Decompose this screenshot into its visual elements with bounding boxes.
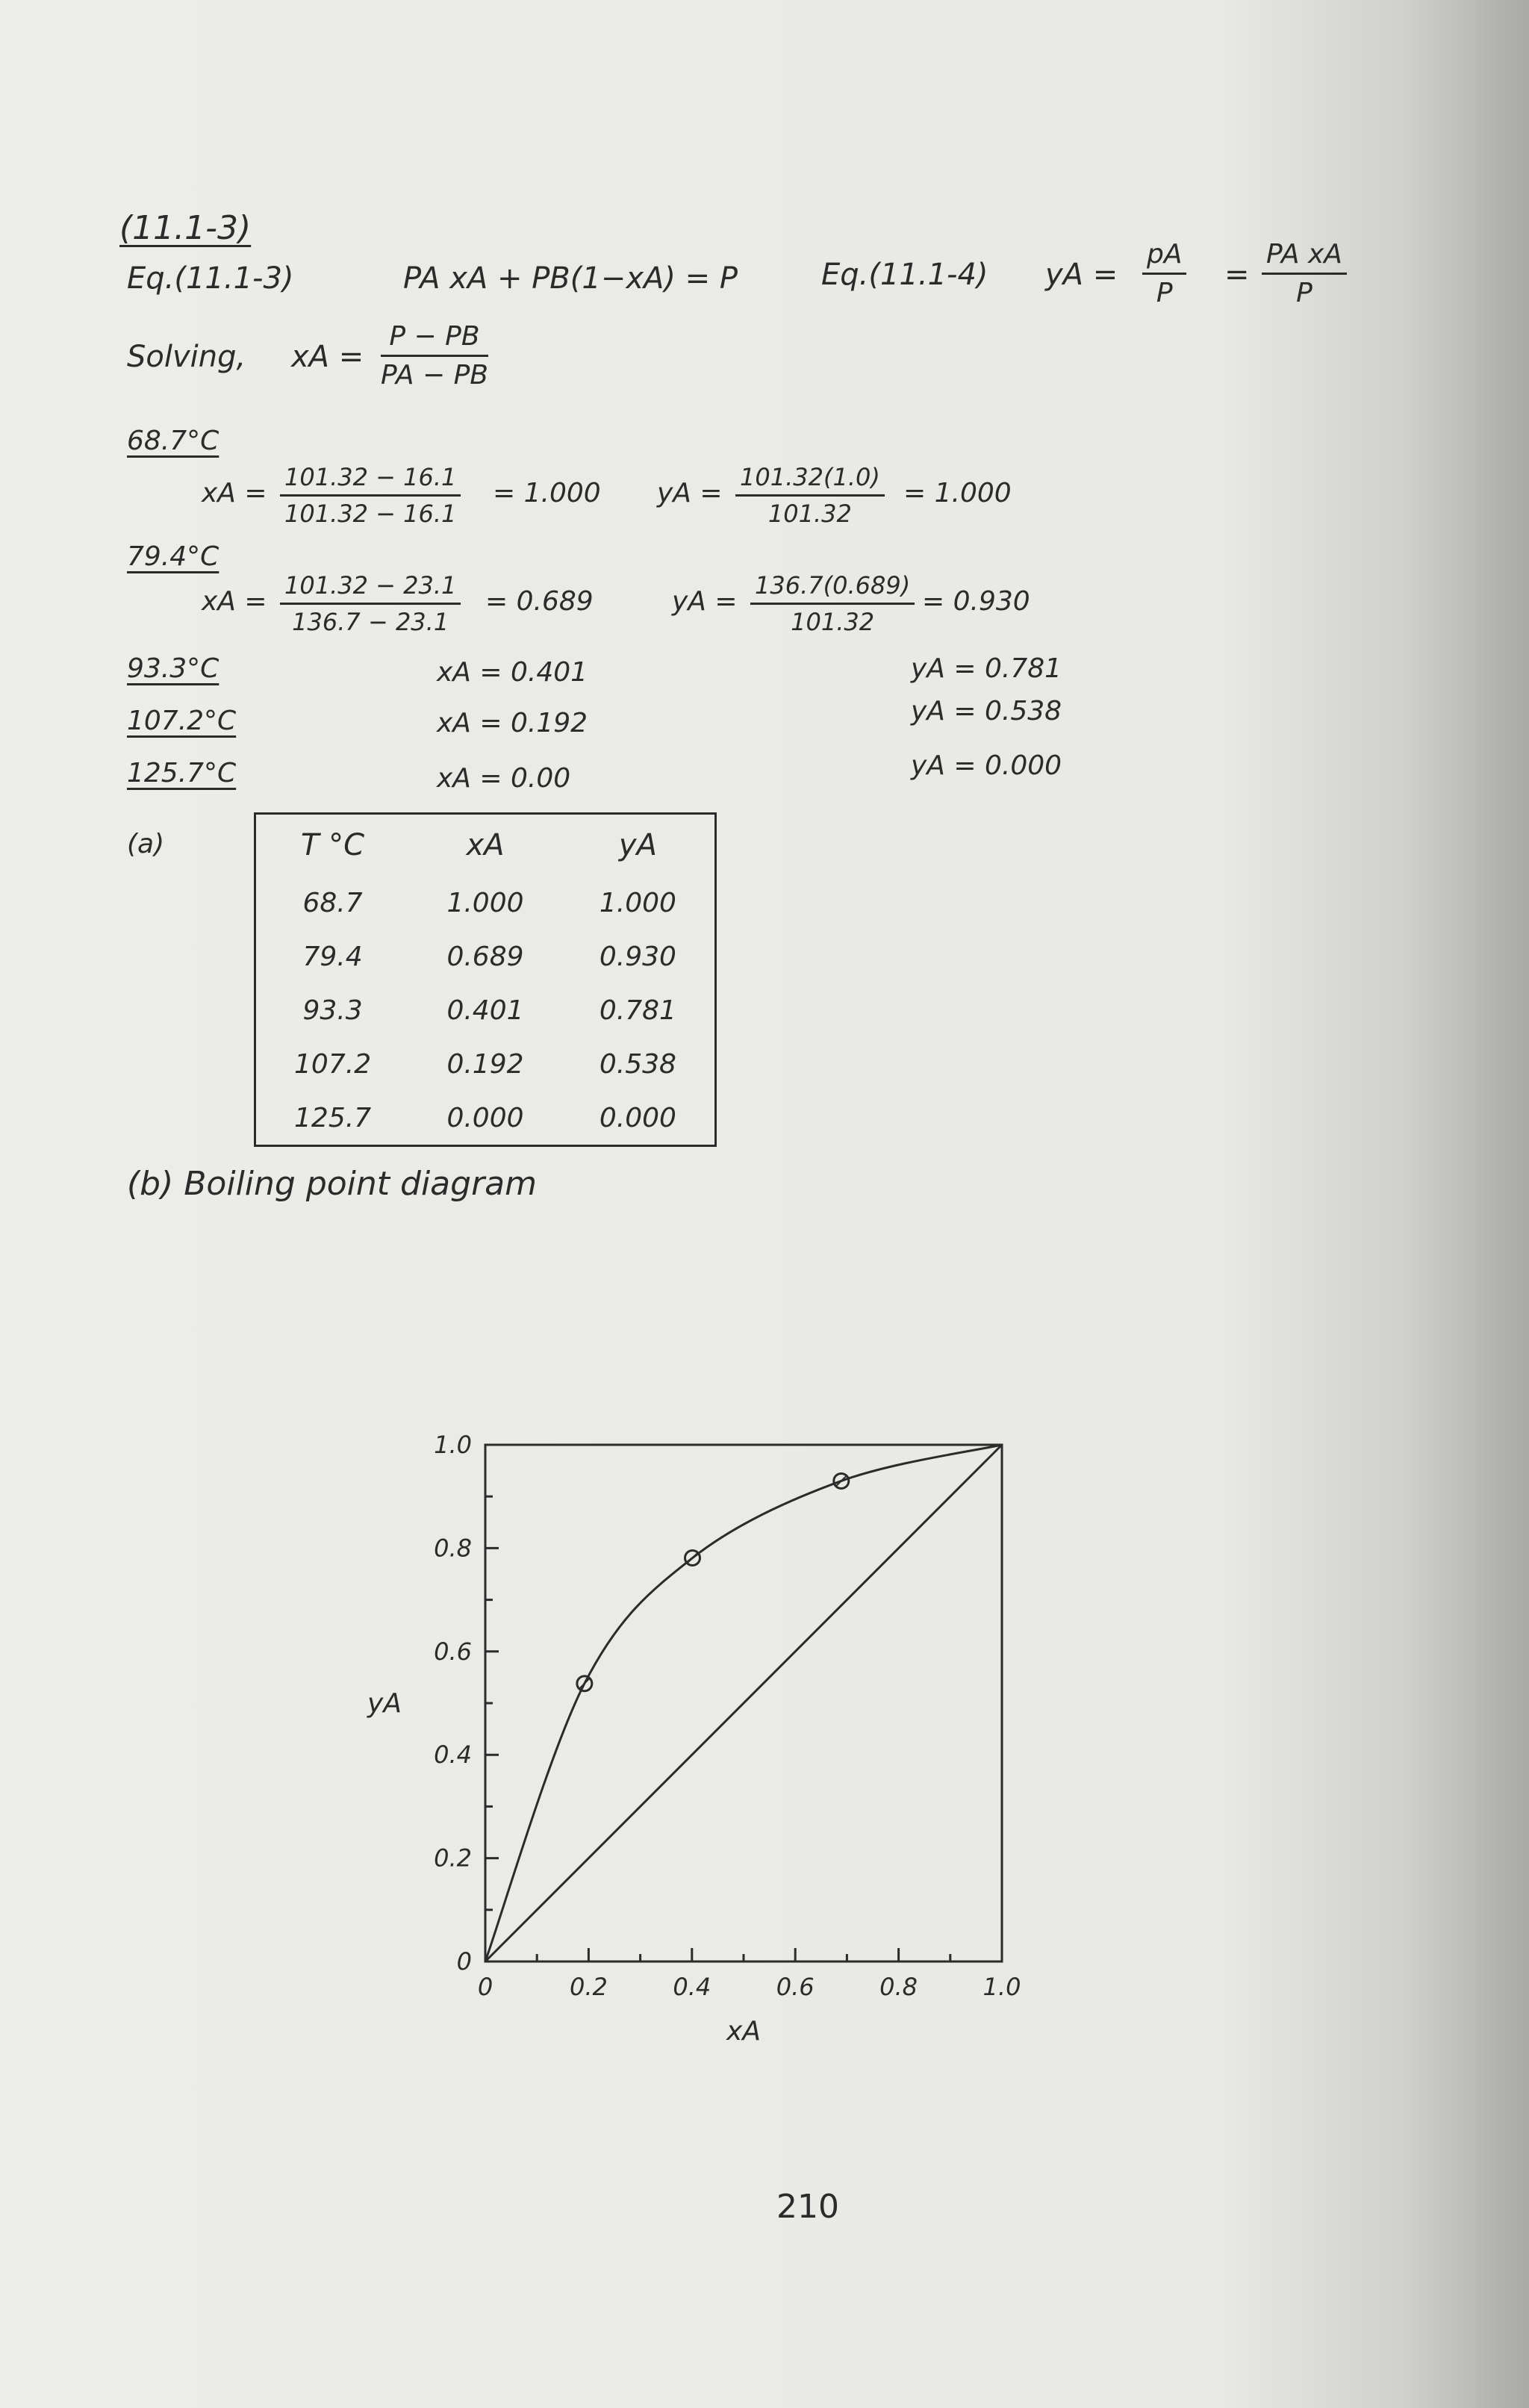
calc-1-y-lhs: yA = xyxy=(657,478,723,508)
x-tick-label: 0.6 xyxy=(776,1973,815,2001)
x-tick-label: 0.2 xyxy=(569,1973,608,2001)
row-3-y: yA = 0.781 xyxy=(911,653,1062,684)
calc-1-y-num: 101.32(1.0) xyxy=(735,463,885,497)
solving-fraction xyxy=(381,321,488,391)
solving-lhs: xA = xyxy=(291,340,364,374)
calc-2-x-lhs: xA = xyxy=(202,586,267,617)
table-cell: 0.538 xyxy=(599,1048,676,1080)
data-table xyxy=(254,812,717,1147)
table-cell: 125.7 xyxy=(294,1102,372,1133)
calc-2-y-num: 136.7(0.689) xyxy=(750,571,915,605)
data-point-marker-slash xyxy=(687,1553,697,1564)
table-cell: 0.192 xyxy=(446,1048,524,1080)
data-point-marker-slash xyxy=(579,1679,590,1689)
calc-2-x-fraction xyxy=(280,571,461,636)
calc-2-y-fraction xyxy=(750,571,915,636)
table-row xyxy=(255,930,716,983)
calc-2-x-den: 136.7 − 23.1 xyxy=(292,608,449,636)
table-header-row xyxy=(255,814,716,877)
table-row xyxy=(255,1037,716,1091)
eq2-equals: = xyxy=(1224,258,1250,292)
table-row xyxy=(255,1091,716,1146)
table-cell: 1.000 xyxy=(599,887,676,918)
solving-num: P − PB xyxy=(381,321,488,357)
calc-2-y-result: = 0.930 xyxy=(922,586,1030,617)
calc-2-y-den: 101.32 xyxy=(791,608,875,636)
row-5-x: xA = 0.00 xyxy=(437,763,571,794)
part-a-label: (a) xyxy=(127,829,165,859)
table-cell: 0.401 xyxy=(446,995,524,1026)
calc-2-x-num: 101.32 − 23.1 xyxy=(280,571,461,605)
calc-1-x-fraction xyxy=(280,463,461,528)
y-axis-label: yA xyxy=(367,1688,402,1719)
calc-1-y-den: 101.32 xyxy=(767,500,852,528)
calc-1-y-result: = 1.000 xyxy=(903,478,1012,508)
calc-2-temp: 79.4°C xyxy=(127,541,219,572)
table-cell: 0.000 xyxy=(446,1102,524,1133)
table-cell: 79.4 xyxy=(302,941,363,972)
row-4-x: xA = 0.192 xyxy=(437,708,588,738)
row-4-temp: 107.2°C xyxy=(127,706,237,736)
x-tick-label: 0 xyxy=(477,1973,493,2001)
eq2-frac2-num: PA xA xyxy=(1262,239,1347,275)
y-tick-label: 0.2 xyxy=(434,1844,472,1873)
calc-1-y-fraction xyxy=(735,463,885,528)
solving-label: Solving, xyxy=(127,340,246,374)
row-3-temp: 93.3°C xyxy=(127,653,219,684)
calc-1-x-num: 101.32 − 16.1 xyxy=(280,463,461,497)
x-tick-label: 0.8 xyxy=(879,1973,918,2001)
page-number: 210 xyxy=(776,2188,839,2226)
eq1-ref: Eq.(11.1-3) xyxy=(127,261,294,296)
calc-2-x-result: = 0.689 xyxy=(485,586,594,617)
table-cell: 0.930 xyxy=(599,941,676,972)
x-tick-label: 1.0 xyxy=(983,1973,1021,2001)
eq2-fraction-1 xyxy=(1142,239,1186,308)
x-axis-label: xA xyxy=(726,2016,761,2047)
y-tick-label: 1.0 xyxy=(434,1431,472,1459)
calc-1-x-result: = 1.000 xyxy=(493,478,601,508)
table-cell: 0.781 xyxy=(599,995,676,1026)
table-cell: 0.000 xyxy=(599,1102,676,1133)
solving-den: PA − PB xyxy=(381,360,488,391)
calc-1-temp: 68.7°C xyxy=(127,426,219,456)
table-row xyxy=(255,876,716,930)
row-5-temp: 125.7°C xyxy=(127,758,237,788)
eq2-frac1-den: P xyxy=(1156,278,1173,308)
data-point-marker-slash xyxy=(836,1475,847,1486)
table-header-ya: yA xyxy=(618,828,657,862)
eq2-ref: Eq.(11.1-4) xyxy=(821,258,988,292)
y-tick-label: 0.8 xyxy=(434,1534,472,1563)
part-b-label: (b) Boiling point diagram xyxy=(127,1165,537,1203)
diagonal-line xyxy=(485,1445,1002,1961)
calc-1-x-den: 101.32 − 16.1 xyxy=(284,500,457,528)
problem-id: (11.1-3) xyxy=(119,209,252,247)
table-cell: 0.689 xyxy=(446,941,524,972)
row-3-x: xA = 0.401 xyxy=(437,657,588,688)
y-tick-label: 0.6 xyxy=(434,1637,472,1666)
table-cell: 1.000 xyxy=(446,887,524,918)
eq2-frac2-den: P xyxy=(1296,278,1312,308)
calc-1-x-lhs: xA = xyxy=(202,478,267,508)
table-header-xa: xA xyxy=(466,828,505,862)
x-tick-label: 0.4 xyxy=(673,1973,711,2001)
table-cell: 68.7 xyxy=(302,887,363,918)
boiling-point-chart xyxy=(358,1404,1075,2061)
eq2-frac1-num: pA xyxy=(1142,239,1186,275)
eq2-lhs: yA = xyxy=(1045,258,1118,292)
eq1-text: PA xA + PB(1−xA) = P xyxy=(403,261,738,296)
y-tick-label: 0 xyxy=(456,1947,472,1976)
calc-2-y-lhs: yA = xyxy=(672,586,738,617)
eq2-fraction-2 xyxy=(1262,239,1347,308)
table-cell: 107.2 xyxy=(294,1048,372,1080)
table-cell: 93.3 xyxy=(302,995,363,1026)
table-row xyxy=(255,983,716,1037)
row-4-y: yA = 0.538 xyxy=(911,696,1062,727)
row-5-y: yA = 0.000 xyxy=(911,750,1062,781)
y-tick-label: 0.4 xyxy=(434,1740,472,1770)
table-header-temp: T °C xyxy=(301,828,365,862)
